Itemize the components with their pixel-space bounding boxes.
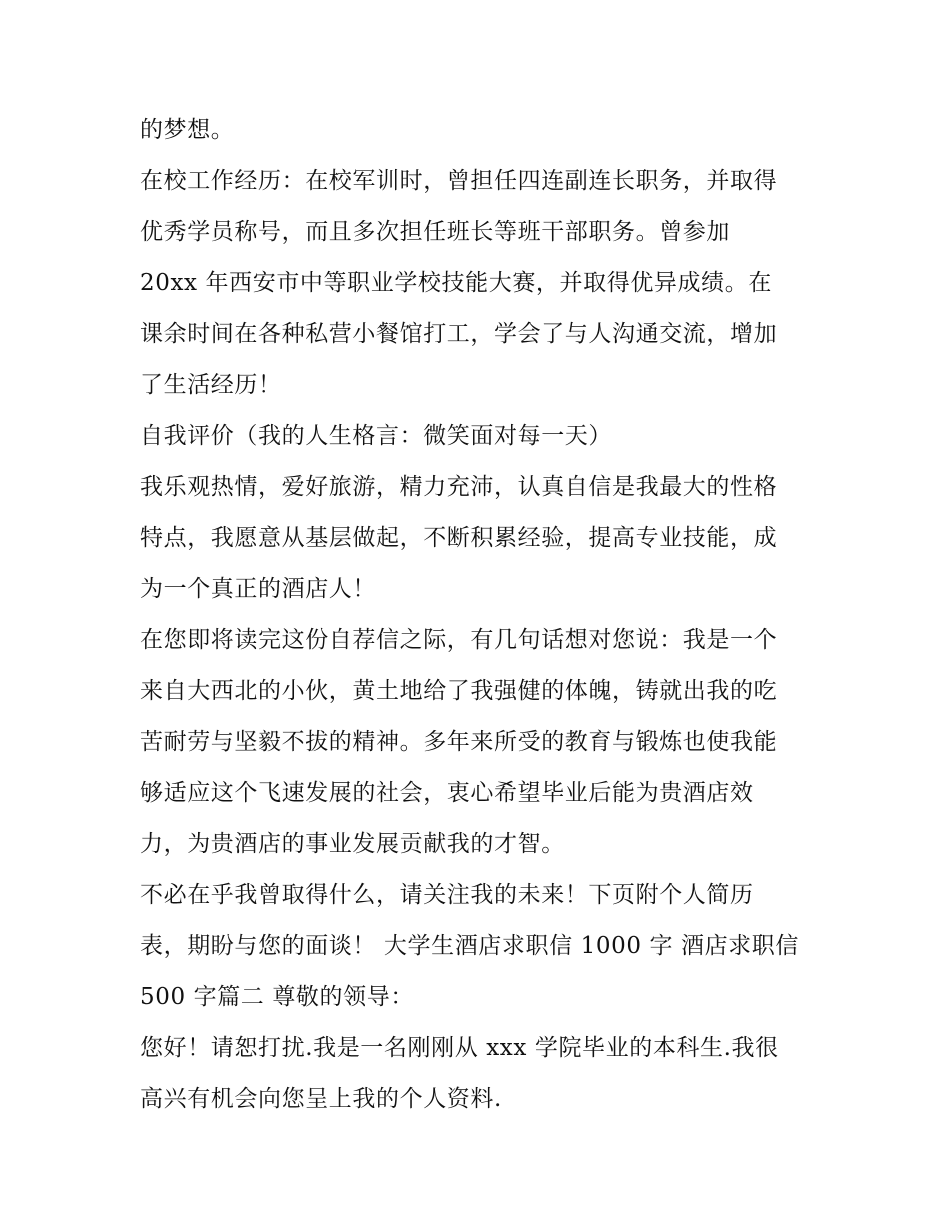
text-line: 在校工作经历：在校军训时，曾担任四连副连长职务，并取得 <box>140 168 778 194</box>
text-line: 您好！请恕打扰.我是一名刚刚从 xxx 学院毕业的本科生.我很 <box>140 1035 779 1061</box>
text-line: 自我评价（我的人生格言：微笑面对每一天） <box>140 423 612 449</box>
text-line: 在您即将读完这份自荐信之际，有几句话想对您说：我是一个 <box>140 627 778 653</box>
text-line: 我乐观热情，爱好旅游，精力充沛，认真自信是我最大的性格 <box>140 474 778 500</box>
text-line: 为一个真正的酒店人！ <box>140 576 376 602</box>
text-line: 来自大西北的小伙，黄土地给了我强健的体魄，铸就出我的吃 <box>140 678 778 704</box>
text-line: 苦耐劳与坚毅不拔的精神。多年来所受的教育与锻炼也使我能 <box>140 729 778 755</box>
text-line: 高兴有机会向您呈上我的个人资料. <box>140 1086 502 1112</box>
text-line: 20xx 年西安市中等职业学校技能大赛，并取得优异成绩。在 <box>140 270 772 296</box>
text-line: 了生活经历！ <box>140 372 282 398</box>
text-line: 特点，我愿意从基层做起，不断积累经验，提高专业技能，成 <box>140 525 778 551</box>
text-line: 力，为贵酒店的事业发展贡献我的才智。 <box>140 831 565 857</box>
text-line: 的梦想。 <box>140 117 235 143</box>
text-line: 500 字篇二 尊敬的领导： <box>140 984 414 1010</box>
text-line: 不必在乎我曾取得什么，请关注我的未来！下页附个人简历 <box>140 882 754 908</box>
text-line: 课余时间在各种私营小餐馆打工，学会了与人沟通交流，增加 <box>140 321 778 347</box>
document-body <box>140 105 820 1125</box>
text-line: 表，期盼与您的面谈！ 大学生酒店求职信 1000 字 酒店求职信 <box>140 933 799 959</box>
text-line: 够适应这个飞速发展的社会，衷心希望毕业后能为贵酒店效 <box>140 780 754 806</box>
text-line: 优秀学员称号，而且多次担任班长等班干部职务。曾参加 <box>140 219 730 245</box>
